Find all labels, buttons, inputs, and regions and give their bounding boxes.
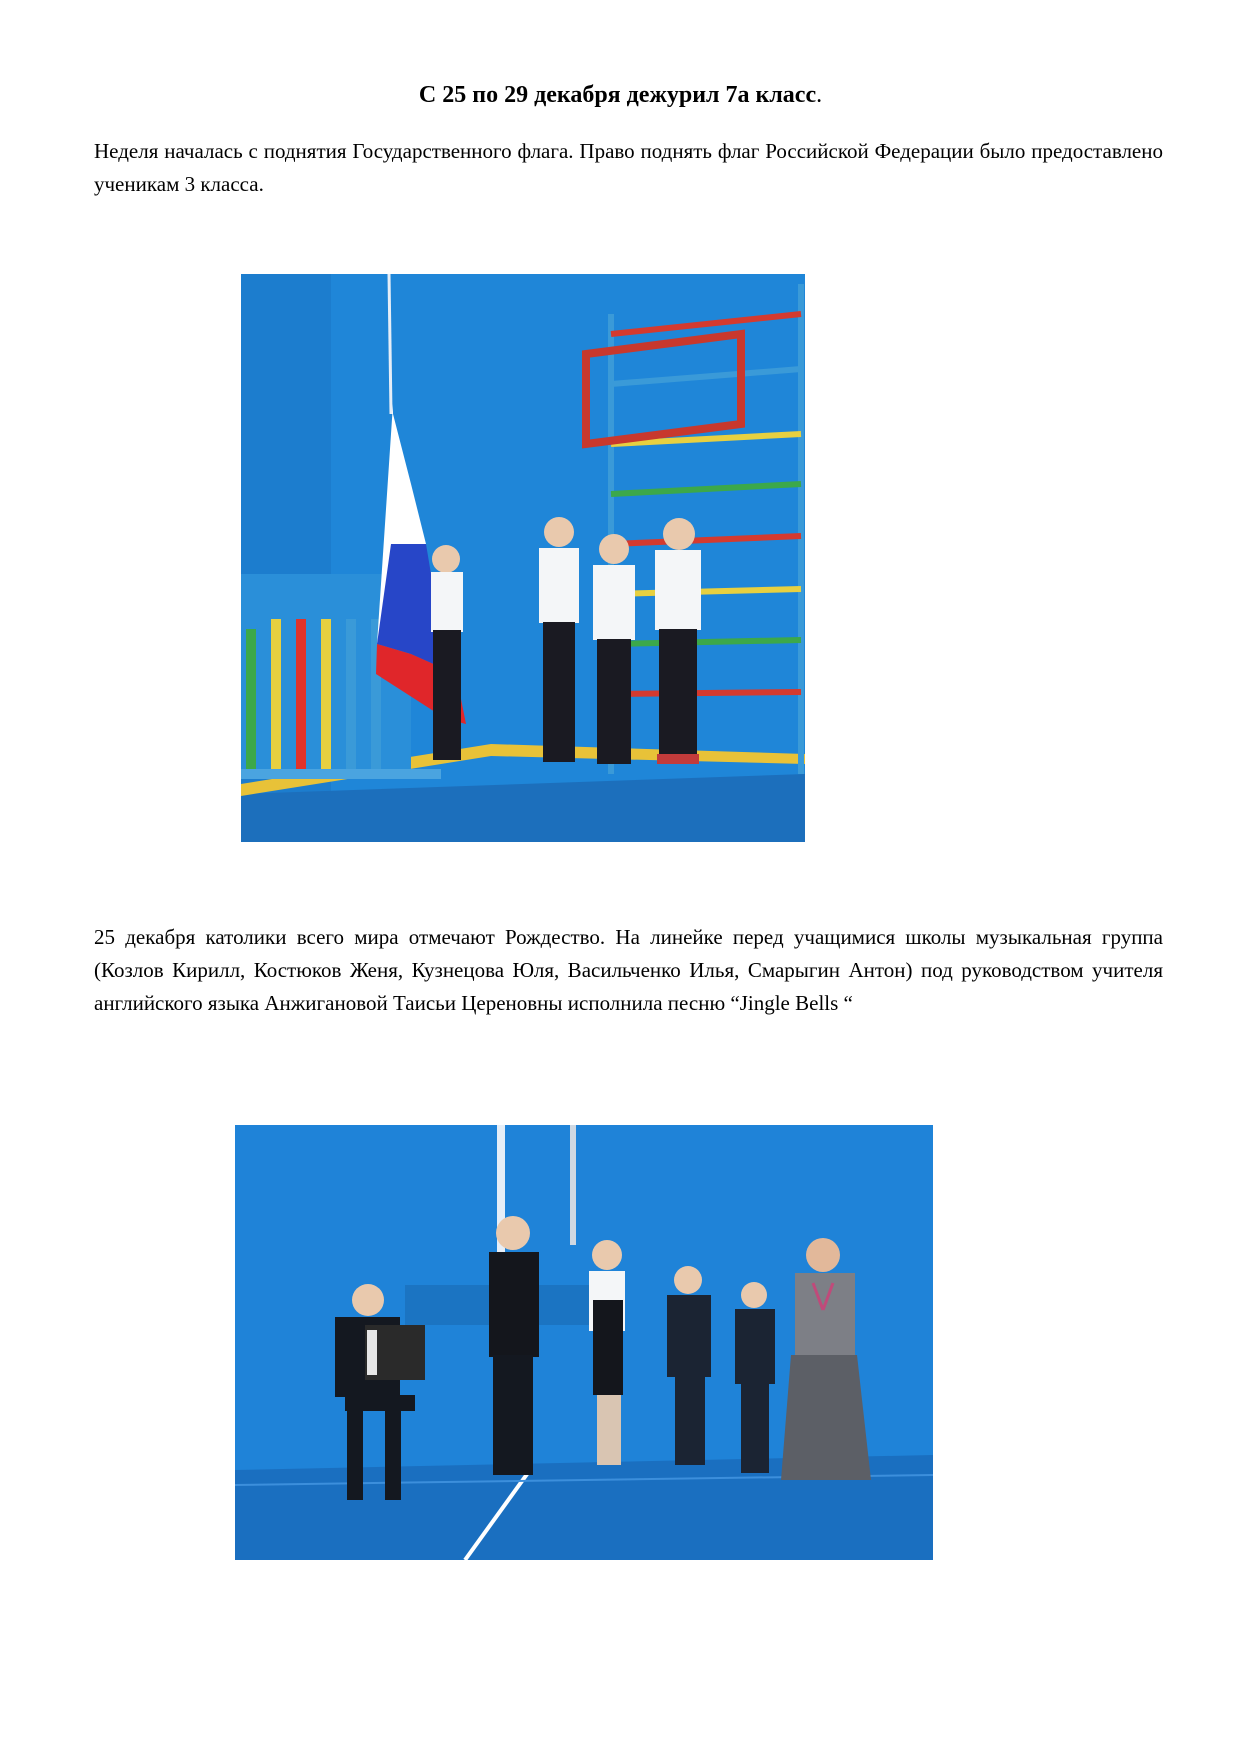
photo-flag-raising (241, 274, 805, 842)
paragraph-flag-raising: Неделя началась с поднятия Государственного флага. Право поднять флаг Российской Федерации было предоставлено ученикам 3 класса. (94, 139, 1163, 196)
title-period: . (816, 82, 823, 108)
title-bold: С 25 по 29 декабря дежурил 7а класс (418, 82, 817, 108)
photo-music-group (235, 1125, 933, 1560)
page-title (0, 80, 1241, 110)
paragraph-christmas: 25 декабря католики всего мира отмечают Рождество. На линейке перед учащимися школы музыкальная группа (Козлов Кирилл, Костюков Женя, Кузнецова Юля, Васильченко Илья, Смарыгин Антон) под руководством учителя английского языка Анжигановой Таисьи Цереновны исполнила песню “Jingle Bells “ (94, 925, 1163, 1015)
